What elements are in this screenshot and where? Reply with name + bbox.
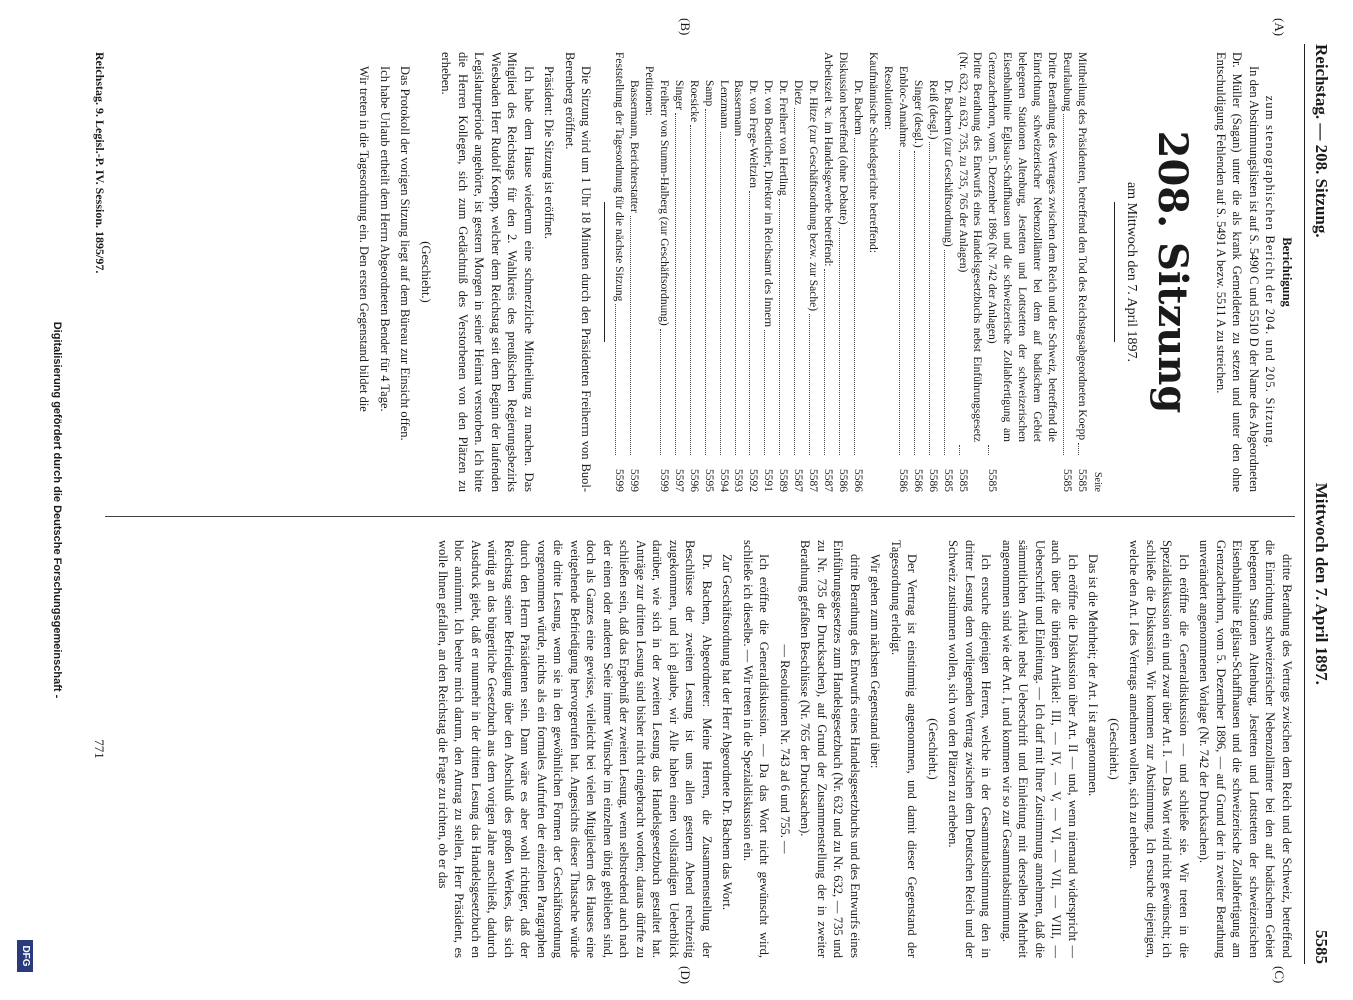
margin-letter-d: (D) [678,966,693,985]
toc-entry-text: Dr. Freiherr von Hertling [777,80,790,196]
toc-entry-text: Resolutionen: [881,66,894,130]
paragraph: — Resolutionen Nr. 743 ad 6 und 755. — [778,644,792,854]
right-body-text [435,540,1296,958]
paragraph: Ich eröffne die Generaldiskussion. — Da das Wort nicht gewünscht wird, schließe ich dieselbe. — Wir treten in die Spezialdiskussion ein. [741,540,772,958]
toc-entry-page: 5595 [702,469,715,492]
paragraph: Dr. Bachem, Abgeordneter: Meine Herren, die Zusammenstellung der Beschlüsse der zweiten Lesung ist uns allen gestern Abend rechtzeitig zugekommen, und ich glaube, wir Alle haben einen vollständigen Ueberblick darüber, wie sich in der zweiten Lesung das Handelsgesetzbuch gestaltet hat. Anträge zur dritten Lesung sind bisher nicht eingebracht worden; daraus dürfte zu schließen sein, daß das Ergebniß der zweiten Lesung, wenn selbstredend auch nach der einen oder anderen Seite immer Wünsche im einzelnen übrig geblieben sind, doch als Ganzes eine gewisse, vielleicht bei vielen Mitgliedern des Hauses eine weitgehende Befriedigung hervorgerufen hat. Angesichts dieser Thatsache würde die dritte Lesung, wenn sie in den gewöhnlichen Formen der Geschäftsordnung vorgenommen würde, nichts als ein formales Aufrufen der einzelnen Paragraphen durch den Herrn Präsidenten sein. Dann wäre es aber wohl richtiger, daß der Reichstag seiner Befriedigung über den Abschluß des großen Werkes, das sich würdig an das bürgerliche Gesetzbuch aus dem vorigen Jahre anschließt, dadurch Ausdruck giebt, daß er nunmehr in der dritten Lesung das Handelsgesetzbuch en bloc annimmt. Ich beehre mich darum, den Antrag zu stellen, Herr Präsident, es wolle Ihnen gefallen, an den Reichstag die Frage zu richten, ob er das [436,540,714,958]
left-column [352,52,1295,492]
toc-entry [716,52,731,492]
toc-entry-page: 5596 [687,469,700,492]
toc-entry-text: Dr. Bachem (zur Geschäftsordnung) [941,80,954,247]
toc-entry-text: Lenzmann [717,80,730,129]
toc-entry [940,52,955,492]
toc-leader-dots [630,216,631,455]
toc-entry [775,52,790,492]
toc-leader-dots [794,108,795,455]
toc-entry-page: 5591 [762,469,775,492]
paragraph: dritte Berathung des Entwurfs eines Handelsgesetzbuchs und des Entwurfs eines Einführungsgesetzes zum Handelsgesetzbuch (Nr. 632 und zu Nr. 632, — 735 und zu Nr. 735 der Drucksachen), auf Grund der Zusammenstellung der in zweiter Berathung gefaßten Beschlüsse (Nr. 765 der Drucksachen). [798,540,862,958]
toc-entry [865,52,880,492]
toc-entry [790,52,805,492]
toc-entry [656,52,671,492]
toc-leader-dots [749,191,750,455]
toc-entry [805,52,820,492]
toc-entry-text: Petitionen: [642,66,655,116]
paragraph: Die Sitzung wird um 1 Uhr 18 Minuten durch den Präsidenten Freiherrn von Buol-Berenberg eröffnet. [562,52,594,492]
header-left: Reichstag. — 208. Sitzung. [1312,44,1331,238]
toc-entry-page: 5586 [896,469,909,492]
toc-leader-dots [690,125,691,455]
toc-entry [820,52,835,492]
toc-entry [1074,52,1089,492]
toc-entry [880,52,895,492]
toc-entry-page: 5587 [807,469,820,492]
toc-entry [701,52,716,492]
paragraph: Das ist die Mehrheit; der Art. I ist angenommen. [1086,554,1101,797]
paragraph: Ich eröffne die Generaldiskussion — und schließe sie. Wir treten in die Spezialdiskussion ein und zwar über Art. I. — Das Wort wird nicht gewünscht; ich schließe die Diskussion. Wir kommen zur Abstimmung. Ich ersuche diejenigen, welche den Art. I des Vertrags annehmen wollen, sich zu erheben. [1127,540,1191,958]
paragraph: Der Vertrag ist einstimmig angenommen, und damit dieser Gegenstand der Tagesordnung erledigt. [889,540,920,958]
toc-leader-dots [675,113,676,455]
toc-entry [611,52,626,492]
paragraph: (Geschieht.) [926,718,940,780]
toc-entry-page: 5599 [627,469,640,492]
toc-entry [895,52,910,492]
paragraph: (Geschieht.) [1107,718,1121,780]
page-header [1309,44,1333,964]
toc-entry-text: Dritte Berathung des Entwurfs eines Handelsgesetzbuchs nebst Einführungsgesetz (Nr. 632, zu 632, 735, zu 735, 765 der Anlagen) [956,52,984,442]
toc-leader-dots [929,142,930,455]
toc-entry-text: Roesicke [687,80,700,123]
paragraph: Ich habe Urlaub ertheilt dem Herrn Abgeordneten Bender für 4 Tage. [377,66,392,412]
toc-entry [760,52,775,492]
toc-entry-page: 5587 [792,469,805,492]
toc-entry-text: Beurlaubung [1061,52,1074,112]
header-page-number: 5585 [1312,929,1331,964]
toc-entry-text: Dr. von Boetticher, Direktor im Reichsamt des Innern [762,80,775,328]
toc-entry [686,52,701,492]
toc-entry-page: 5586 [926,469,939,492]
toc-entry [850,52,865,492]
toc-entry [626,52,641,492]
toc-leader-dots [735,139,736,455]
toc-entry-text: Dr. Hitze (zur Geschäftsordnung bezw. zur Sache) [807,80,820,312]
toc-entry-text: Freiherr von Stumm-Halberg (zur Geschäftsordnung) [657,80,670,326]
toc-entry-text: Singer (desgl.) [911,80,924,148]
toc-entry-page: 5586 [851,469,864,492]
toc-entry-page: 5585 [1076,469,1089,492]
left-body-text [356,52,595,492]
toc-entry-text: Diskussion betreffend (ohne Debatte) [837,52,850,225]
correction-subtitle: zum stenographischen Bericht der 204. und 205. Sitzung. [1263,95,1278,449]
table-of-contents [611,52,1089,492]
toc-leader-dots [899,150,900,455]
correction-text: In den Abstimmungslisten ist auf S. 5490 C und 5510 D der Name des Abgeordneten Dr. Müller (Sagan) unter die als krank Gemeldeten zu setzen und unter den ohne Entschuldigung Fehlenden auf S. 5491 A bezw. 5511 A zu streichen. [1214,52,1261,492]
toc-entry-text: Bassermann, Berichterstatter [627,80,640,213]
toc-entry-text: Singer [672,80,685,111]
footer-left: Reichstag. 9. Legisl.-P. IV. Session. 1895/97. [93,52,107,274]
toc-entry-page: 5593 [732,469,745,492]
title-rule [1114,202,1115,342]
right-column [431,540,1296,958]
toc-leader-dots [779,199,780,455]
dfg-logo: DFG [17,940,33,972]
toc-entry-page: 5587 [822,469,835,492]
correction-title: Berichtigung [1280,237,1294,307]
toc-entry-text: Reiß (desgl.) [926,80,939,140]
margin-letter-a: (A) [1272,18,1287,37]
toc-leader-dots [1078,443,1079,455]
paragraph: Zur Geschäftsordnung hat der Herr Abgeordnete Dr. Bachem das Wort. [720,554,735,910]
toc-entry [641,52,656,492]
toc-entry [835,52,850,492]
paragraph: (Geschieht.) [418,241,433,303]
toc-entry-page: 5589 [777,469,790,492]
toc-page-header: Seite [1092,472,1104,492]
toc-entry-text: Bassermann [732,80,745,137]
paragraph: Ich eröffne die Diskussion über Art. II — und, wenn niemand widerspricht — auch über die übrigen Artikel: III, — IV, — V, — VI, — VII, — VIII, — Ueberschrift und Einleitung. — Ich darf mit Ihrer Zustimmung annehmen, daß die sämmtlichen Artikel nebst Ueberschrift und Einleitung mit derselben Mehrheit angenommen sind wie der Art. I, und kommen wir so zur Gesammtabstimmung. [1000,540,1080,958]
toc-entry-text: Feststellung der Tagesordnung für die nächste Sitzung [612,52,625,302]
toc-rule [604,202,605,342]
paragraph: dritte Berathung des Vertrags zwischen dem Reich und der Schweiz, betreffend die Einrichtung schweizerischer Nebenzollämter bei den auf badischem Gebiet belegenen Stationen Altenburg, Jestetten und Lottstetten der schweizerischen Eisenbahnlinie Eglisau-Schaffhausen und die schweizerische Zollabfertigung am Grenzacherhorn, vom 5. Dezember 1896, — auf Grund der in zweiter Berathung unverändert angenommenen Vorlage (Nr. 742 der Drucksachen). [1197,540,1294,958]
toc-entry-page: 5586 [911,469,924,492]
session-title: 208. Sitzung [1149,130,1197,414]
paragraph: Wir gehen zum nächsten Gegenstand über: [868,554,883,769]
column-separator [105,516,1295,517]
toc-leader-dots [944,250,945,455]
toc-entry [955,52,985,492]
toc-entry-page: 5599 [657,469,670,492]
toc-entry-text: Dietz [792,80,805,105]
toc-leader-dots [914,151,915,455]
header-rule [1304,44,1305,964]
toc-leader-dots [764,330,765,455]
toc-entry-page: 5585 [956,469,969,492]
paragraph: Ich habe dem Hause wiederum eine schmerzliche Mittheilung zu machen. Das Mitglied des Reichstags für den 2. Wahlkreis des preußischen Regierungsbezirks Wiesbaden Herr Rudolf Koepp, welcher dem Reichstag seit dem Beginn der laufenden Legislaturperiode angehörte, ist gestern Morgen in seiner Heimat verstorben. Ich bitte die Herren Kollegen, sich zum Gedächtniß des Verstorbenen von den Plätzen zu erheben. [439,52,536,492]
toc-entry [671,52,686,492]
header-center: Mittwoch den 7. April 1897. [1312,482,1331,685]
toc-entry-text: Dritte Berathung des Vertrages zwischen dem Reich und der Schweiz, betreffend die Einrichtung schweizerischer Nebenzollämter bei dem auf badischem Gebiet belegenen Stationen Altenburg, Jestetten und Lottstetten der schweizerischen Eisenbahnlinie Eglisau-Schaffhausen und die schweizerische Zollabfertigung am Grenzacherhorn, vom 5. Dezember 1896 (Nr. 742 der Anlagen) [986,52,1059,442]
toc-leader-dots [854,138,855,455]
paragraph: Wir treten in die Tagesordnung ein. Den ersten Gegenstand bildet die [357,66,372,412]
toc-entry [910,52,925,492]
sheet-marker: 771 [92,739,107,759]
toc-leader-dots [1063,114,1064,455]
toc-leader-dots [959,445,960,455]
toc-entry-text: Mittheilung des Präsidenten, betreffend den Tod des Reichstagsabgeordneten Koepp [1076,52,1089,441]
toc-leader-dots [615,304,616,455]
toc-entry-page: 5599 [612,469,625,492]
toc-leader-dots [824,269,825,455]
paragraph: Ich ersuche diejenigen Herren, welche in der Gesammtabstimmung den in dritter Lesung dem vorliegenden Vertrag zwischen dem Deutschen Reich und der Schweiz zustimmen wollen, sich von den Plätzen zu erheben. [946,540,994,958]
toc-entry-text: Kaufmännische Schiedsgerichte betreffend: [866,52,879,253]
toc-leader-dots [705,109,706,455]
toc-leader-dots [839,228,840,455]
toc-entry-page: 5594 [717,469,730,492]
toc-leader-dots [988,445,989,455]
toc-leader-dots [809,314,810,455]
toc-entry [745,52,760,492]
toc-entry-page: 5585 [986,469,999,492]
margin-letter-b: (B) [678,18,693,36]
toc-entry-text: Dr. von Frege-Weltzien [747,80,760,188]
toc-entry-page: 5585 [941,469,954,492]
paragraph: Das Protokoll der vorigen Sitzung liegt auf dem Büreau zur Einsicht offen. [398,66,413,441]
toc-entry-page: 5586 [837,469,850,492]
toc-entry-text: Dr. Bachem [851,80,864,135]
session-date: am Mittwoch den 7. April 1897. [1123,181,1139,363]
toc-entry [731,52,746,492]
toc-entry-text: Arbeitszeit ꝛc. im Handelsgewerbe betreffend: [822,52,835,267]
toc-leader-dots [720,132,721,455]
toc-entry [925,52,940,492]
digitization-credit: Digitalisierung gefördert durch die Deutsche Forschungsgemeinschaft - [51,321,63,699]
toc-entry [984,52,1059,492]
toc-entry-text: Enbloc-Annahme [896,66,909,148]
toc-entry-page: 5585 [1061,469,1074,492]
paragraph: Präsident: Die Sitzung ist eröffnet. [542,66,557,240]
toc-entry [1059,52,1074,492]
margin-letter-c: (C) [1272,966,1287,984]
toc-leader-dots [660,329,661,455]
toc-entry-page: 5592 [747,469,760,492]
toc-entry-text: Samp [702,80,715,107]
toc-entry-page: 5597 [672,469,685,492]
